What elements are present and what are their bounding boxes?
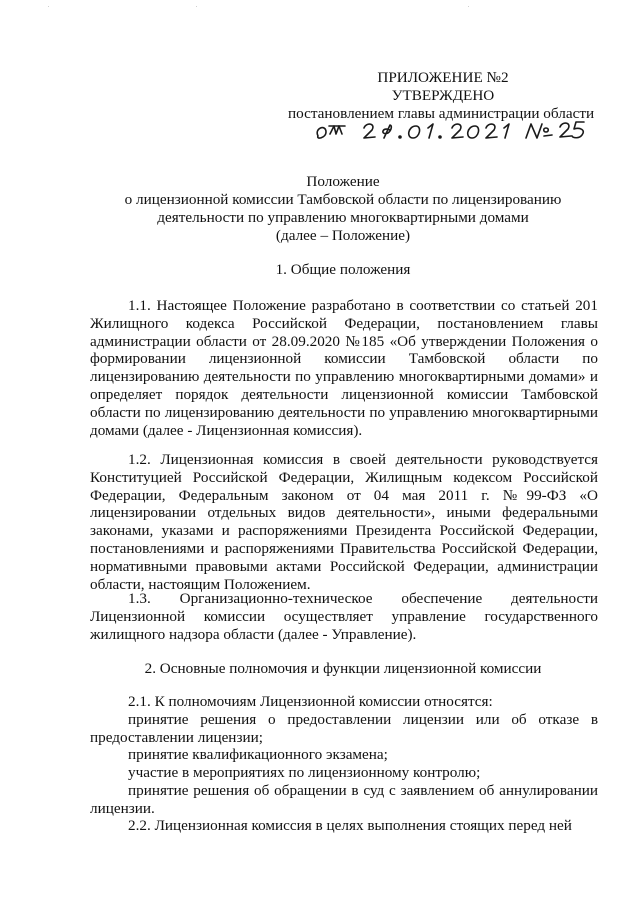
appendix-label: ПРИЛОЖЕНИЕ №2 — [377, 69, 509, 86]
doc-subtitle-line: деятельности по управлению многоквартирными домами — [157, 209, 529, 226]
scan-speck — [468, 6, 469, 7]
list-item-2-1-c: участие в мероприятиях по лицензионному контролю; — [128, 764, 481, 781]
paragraph-2-2: 2.2. Лицензионная комиссия в целях выполнения стоящих перед ней — [128, 817, 572, 834]
list-item-2-1-d: принятие решения об обращении в суд с заявлением об аннулировании лицензии. — [90, 782, 598, 817]
paragraph-1-2: 1.2. Лицензионная комиссия в своей деятельности руководствуется Конституцией Российской Федерации, Жилищным кодексом Российской Федерации, Федеральным законом от 04 мая 2011 г. №99-ФЗ «О лицензировании отдельных видов деятельности», иными федеральными законами, указами и распоряжениями Президента Российской Федерации, постановлениями и распоряжениями Правительства Российской Федерации, нормативными правовыми актами Российской Федерации, администрации области, настоящим Положением. — [90, 451, 598, 593]
list-item-2-1-a: принятие решения о предоставлении лицензии или об отказе в предоставлении лицензии; — [90, 711, 598, 746]
list-item-2-1-b: принятие квалификационного экзамена; — [128, 746, 388, 763]
doc-subtitle-line: о лицензионной комиссии Тамбовской области по лицензированию — [124, 191, 562, 208]
paragraph-2-1: 2.1. К полномочиям Лицензионной комиссии относятся: — [128, 693, 493, 710]
doc-subtitle-line: (далее – Положение) — [275, 227, 411, 244]
doc-title: Положение — [306, 173, 380, 190]
resolution-label: постановлением главы администрации области — [288, 105, 595, 122]
scan-speck — [196, 6, 197, 7]
section-1-heading: 1. Общие положения — [275, 261, 411, 278]
scan-speck — [48, 6, 49, 7]
paragraph-1-1: 1.1. Настоящее Положение разработано в соответствии со статьей 201 Жилищного кодекса Российской Федерации, постановлением главы администрации области от 28.09.2020 №185 «Об утверждении Положения о формировании лицензионной комиссии Тамбовской области по лицензированию деятельности по управлению многоквартирными домами» и определяет порядок деятельности лицензионной комиссии Тамбовской области по лицензированию деятельности по управлению многоквартирными домами (далее - Лицензионная комиссия). — [90, 297, 598, 439]
section-2-heading: 2. Основные полномочия и функции лицензионной комиссии — [144, 660, 542, 677]
approved-label: УТВЕРЖДЕНО — [391, 87, 495, 104]
paragraph-1-3: 1.3. Организационно-техническое обеспечение деятельности Лицензионной комиссии осуществляет управление государственного жилищного надзора области (далее - Управление). — [90, 590, 598, 643]
handwritten-date-number — [312, 116, 602, 146]
